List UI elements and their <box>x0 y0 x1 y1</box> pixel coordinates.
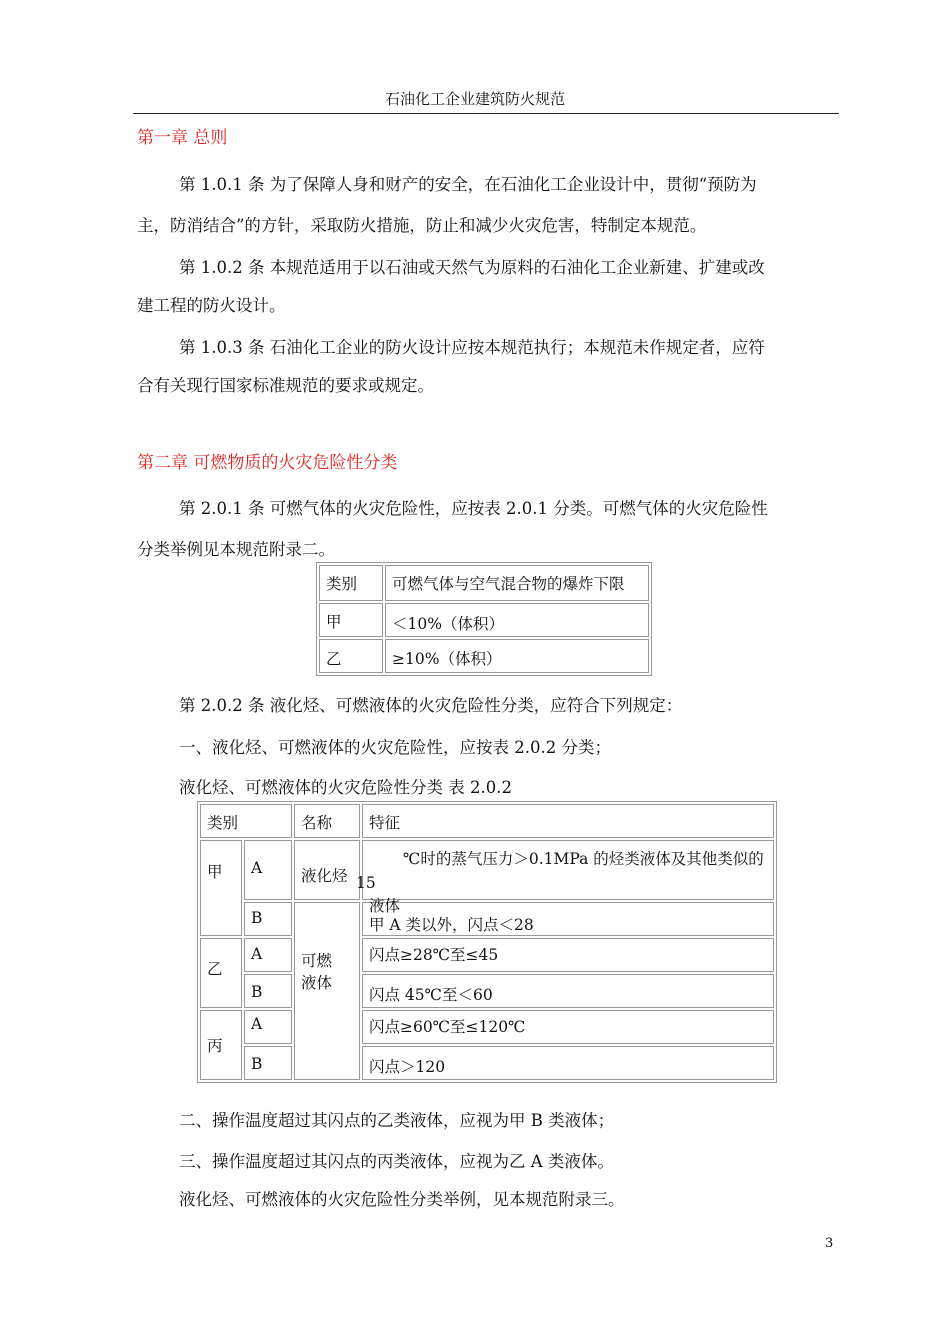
item-1: 一、液化烃、可燃液体的火灾危险性，应按表 2.0.2 分类； <box>179 738 611 757</box>
article-2-0-1-line2: 分类举例见本规范附录二。 <box>137 540 335 559</box>
table-2-0-1-header-limit: 可燃气体与空气混合物的爆炸下限 <box>385 565 649 601</box>
article-1-0-3-line2: 合有关现行国家标准规范的要求或规定。 <box>137 376 434 395</box>
name-lpg: 液化烃 <box>294 840 360 900</box>
feature-yi-a: 闪点≥28℃至≤45 <box>362 938 774 972</box>
item-2: 二、操作温度超过其闪点的乙类液体，应视为甲 B 类液体； <box>179 1111 615 1130</box>
chapter-1-title: 第一章 总则 <box>137 128 228 148</box>
name-liquid-line2: 液体 <box>301 974 333 992</box>
table-2-0-2-header-category: 类别 <box>200 804 292 838</box>
article-1-0-2-line2: 建工程的防火设计。 <box>137 296 286 315</box>
table-2-0-1-header-category: 类别 <box>319 565 383 601</box>
feature-jia-a-line2: 液体 <box>369 897 401 915</box>
feature-jia-a-line1: ℃时的蒸气压力＞0.1MPa 的烃类液体及其他类似的 <box>403 850 764 868</box>
feature-jia-b: 甲 A 类以外，闪点＜28 <box>362 902 774 936</box>
group-yi: 乙 <box>200 938 242 1008</box>
table-2-0-1-row2-limit: ≥10%（体积） <box>385 639 649 673</box>
jia-sub-a: A <box>244 840 292 900</box>
bing-sub-a: A <box>244 1010 292 1044</box>
bing-sub-b: B <box>244 1046 292 1080</box>
feature-bing-b: 闪点＞120 <box>362 1046 774 1080</box>
feature-bing-a: 闪点≥60℃至≤120℃ <box>362 1010 774 1044</box>
article-1-0-1-line2: 主，防消结合”的方针，采取防火措施，防止和减少火灾危害，特制定本规范。 <box>137 216 707 235</box>
article-1-0-1-line1: 第 1.0.1 条 为了保障人身和财产的安全，在石油化工企业设计中，贯彻“预防为 <box>179 175 757 194</box>
table-2-0-1-row1-category: 甲 <box>319 603 383 637</box>
article-2-0-1-line1: 第 2.0.1 条 可燃气体的火灾危险性，应按表 2.0.1 分类。可燃气体的火灾危险性 <box>179 499 768 518</box>
page-header-title: 石油化工企业建筑防火规范 <box>384 90 565 108</box>
feature-yi-b: 闪点 45℃至＜60 <box>362 974 774 1008</box>
item-4: 液化烃、可燃液体的火灾危险性分类举例，见本规范附录三。 <box>179 1190 625 1209</box>
group-bing: 丙 <box>200 1010 242 1080</box>
table-2-0-2-header-feature: 特征 <box>362 804 774 838</box>
feature-jia-a-temperature: 15 <box>356 874 376 892</box>
table-2-0-2-caption: 液化烃、可燃液体的火灾危险性分类 表 2.0.2 <box>179 778 512 797</box>
name-liquid-line1: 可燃 <box>301 952 333 970</box>
yi-sub-b: B <box>244 974 292 1008</box>
chapter-2-title: 第二章 可燃物质的火灾危险性分类 <box>137 453 398 473</box>
yi-sub-a: A <box>244 938 292 972</box>
article-1-0-3-line1: 第 1.0.3 条 石油化工企业的防火设计应按本规范执行；本规范未作规定者，应符 <box>179 338 765 357</box>
item-3: 三、操作温度超过其闪点的丙类液体，应视为乙 A 类液体。 <box>179 1152 614 1171</box>
article-2-0-2-line1: 第 2.0.2 条 液化烃、可燃液体的火灾危险性分类，应符合下列规定： <box>179 696 683 715</box>
group-jia: 甲 <box>200 840 242 936</box>
feature-jia-a <box>356 840 774 915</box>
header-divider <box>133 113 839 114</box>
table-2-0-1-row2-category: 乙 <box>319 639 383 673</box>
jia-sub-b: B <box>244 902 292 936</box>
page-number: 3 <box>825 1236 834 1251</box>
name-combustible-liquid <box>294 902 360 1080</box>
table-2-0-2 <box>197 801 777 1083</box>
article-1-0-2-line1: 第 1.0.2 条 本规范适用于以石油或天然气为原料的石油化工企业新建、扩建或改 <box>179 258 765 277</box>
table-2-0-1-row1-limit: ＜10%（体积） <box>385 603 649 637</box>
table-2-0-2-header-name: 名称 <box>294 804 360 838</box>
table-2-0-1 <box>316 562 652 676</box>
